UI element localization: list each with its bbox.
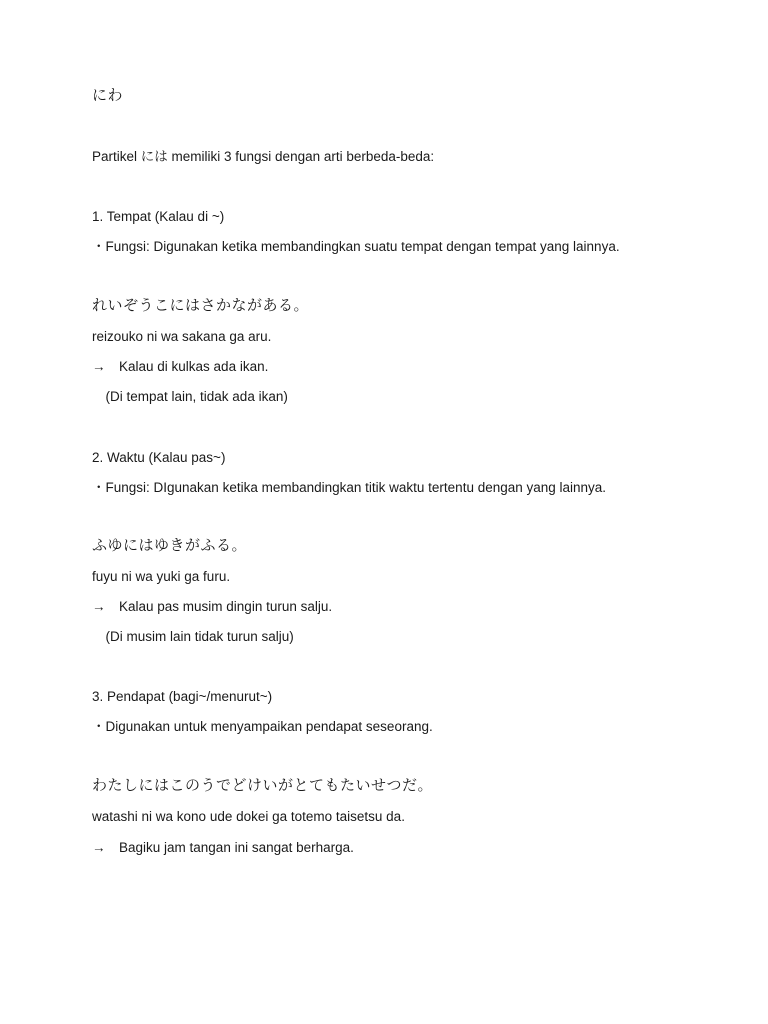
section-3-function: ・Digunakan untuk menyampaikan pendapat seseorang. (92, 719, 433, 734)
section-3-heading: 3. Pendapat (bagi~/menurut~) (92, 689, 273, 704)
section-3-example-romaji: watashi ni wa kono ude dokei ga totemo taisetsu da. (92, 809, 405, 824)
section-1-example-jp: れいぞうこにはさかながある。 (92, 297, 310, 314)
section-2-function: ・Fungsi: DIgunakan ketika membandingkan titik waktu tertentu dengan yang lainnya. (92, 480, 607, 495)
section-1-function: ・Fungsi: Digunakan ketika membandingkan suatu tempat dengan tempat yang lainnya. (92, 239, 620, 254)
section-2-example-note: (Di musim lain tidak turun salju) (92, 629, 294, 644)
section-1-example-note: (Di tempat lain, tidak ada ikan) (92, 389, 288, 404)
section-2-heading: 2. Waktu (Kalau pas~) (92, 450, 226, 465)
section-3-example-jp: わたしにはこのうでどけいがとてもたいせつだ。 (92, 777, 434, 794)
section-1-example-translation: → Kalau di kulkas ada ikan. (92, 359, 269, 374)
section-2-example-translation: → Kalau pas musim dingin turun salju. (92, 599, 333, 614)
section-1-example-romaji: reizouko ni wa sakana ga aru. (92, 329, 272, 344)
section-1-heading: 1. Tempat (Kalau di ~) (92, 209, 225, 224)
section-2-example-romaji: fuyu ni wa yuki ga furu. (92, 569, 231, 584)
intro-text: Partikel には memiliki 3 fungsi dengan arti berbeda-beda: (92, 149, 435, 164)
section-3-example-translation: → Bagiku jam tangan ini sangat berharga. (92, 840, 354, 855)
section-2-example-jp: ふゆにはゆきがふる。 (92, 537, 248, 554)
document-title: にわ (92, 87, 124, 104)
